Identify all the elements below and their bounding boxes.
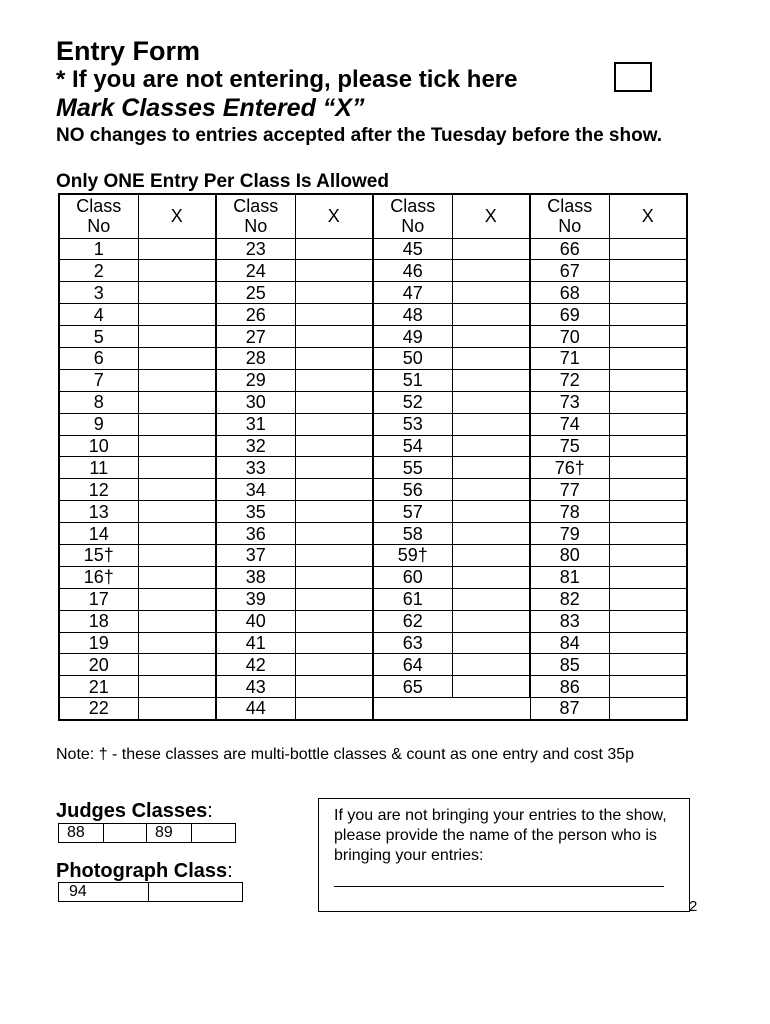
class-number-cell: 8 <box>59 391 138 413</box>
class-mark-cell[interactable] <box>609 479 687 501</box>
class-mark-cell[interactable] <box>138 566 216 588</box>
class-mark-cell[interactable] <box>295 566 373 588</box>
class-mark-cell[interactable] <box>609 698 687 720</box>
class-header-line1: Class <box>547 196 593 217</box>
table-row <box>59 632 687 654</box>
photograph-class-label <box>56 860 233 883</box>
table-row <box>59 501 687 523</box>
class-mark-cell[interactable] <box>452 457 530 479</box>
class-mark-cell[interactable] <box>138 347 216 369</box>
class-number-cell: 22 <box>59 698 138 720</box>
class-number-cell: 77 <box>530 479 609 501</box>
table-row <box>59 676 687 698</box>
class-number-cell: 47 <box>373 282 452 304</box>
class-number-cell: 16† <box>59 566 138 588</box>
class-number-cell: 11 <box>59 457 138 479</box>
entry-table <box>58 193 688 721</box>
class-mark-cell[interactable] <box>295 369 373 391</box>
table-row <box>59 369 687 391</box>
class-number-cell: 25 <box>216 282 295 304</box>
class-number-cell: 87 <box>530 698 609 720</box>
class-number-cell: 70 <box>530 326 609 348</box>
class-mark-cell[interactable] <box>452 391 530 413</box>
class-number-cell: 68 <box>530 282 609 304</box>
class-mark-cell[interactable] <box>138 654 216 676</box>
class-number-cell: 17 <box>59 588 138 610</box>
judges-classes-label <box>56 800 213 823</box>
table-row <box>59 304 687 326</box>
one-entry-rule: Only ONE Entry Per Class Is Allowed <box>56 171 389 192</box>
class-number-cell: 42 <box>216 654 295 676</box>
class-number-cell: 15† <box>59 544 138 566</box>
class-header-line1: Class <box>76 196 122 217</box>
class-number-cell: 86 <box>530 676 609 698</box>
x-header: X <box>295 194 373 238</box>
class-mark-cell[interactable] <box>138 435 216 457</box>
table-header-row <box>59 194 687 238</box>
class-header-line2: No <box>401 216 425 237</box>
class-mark-cell[interactable] <box>295 391 373 413</box>
table-row <box>59 347 687 369</box>
class-mark-cell[interactable] <box>609 632 687 654</box>
class-mark-cell[interactable] <box>452 413 530 435</box>
class-number-cell: 72 <box>530 369 609 391</box>
class-number-cell: 49 <box>373 326 452 348</box>
class-mark-cell[interactable] <box>138 610 216 632</box>
photograph-colon: : <box>227 860 233 882</box>
class-mark-cell[interactable] <box>295 238 373 260</box>
class-mark-cell[interactable] <box>452 347 530 369</box>
judges-class-88-mark[interactable] <box>104 824 147 842</box>
class-mark-cell[interactable] <box>609 457 687 479</box>
class-mark-cell[interactable] <box>609 282 687 304</box>
class-number-cell: 83 <box>530 610 609 632</box>
class-number-cell: 74 <box>530 413 609 435</box>
class-mark-cell[interactable] <box>609 260 687 282</box>
class-number-cell: 6 <box>59 347 138 369</box>
class-header-line2: No <box>87 216 111 237</box>
class-number-cell: 63 <box>373 632 452 654</box>
class-number-cell: 53 <box>373 413 452 435</box>
class-number-cell: 54 <box>373 435 452 457</box>
table-row <box>59 588 687 610</box>
x-header: X <box>138 194 216 238</box>
class-number-cell: 3 <box>59 282 138 304</box>
mark-classes-instruction: Mark Classes Entered “X” <box>56 94 365 122</box>
class-number-cell: 38 <box>216 566 295 588</box>
table-row <box>59 457 687 479</box>
class-number-cell: 30 <box>216 391 295 413</box>
class-header-line1: Class <box>390 196 436 217</box>
class-number-cell: 29 <box>216 369 295 391</box>
class-mark-cell[interactable] <box>138 282 216 304</box>
class-mark-cell[interactable] <box>452 326 530 348</box>
table-row <box>59 260 687 282</box>
class-mark-cell[interactable] <box>609 523 687 545</box>
class-number-cell: 61 <box>373 588 452 610</box>
class-number-cell: 79 <box>530 523 609 545</box>
bringing-entries-text: If you are not bringing your entries to the show, please provide the name of the person who is bringing your entries: <box>334 807 667 864</box>
class-number-cell: 66 <box>530 238 609 260</box>
class-number-cell: 76† <box>530 457 609 479</box>
class-number-cell: 39 <box>216 588 295 610</box>
photograph-class-94: 94 <box>59 883 149 901</box>
class-header-line1: Class <box>233 196 279 217</box>
class-mark-cell[interactable] <box>452 501 530 523</box>
class-mark-cell[interactable] <box>452 523 530 545</box>
class-mark-cell[interactable] <box>295 544 373 566</box>
table-row <box>59 654 687 676</box>
class-mark-cell[interactable] <box>138 698 216 720</box>
class-number-cell: 56 <box>373 479 452 501</box>
class-mark-cell[interactable] <box>452 566 530 588</box>
class-number-cell: 59† <box>373 544 452 566</box>
class-mark-cell[interactable] <box>609 391 687 413</box>
class-mark-cell[interactable] <box>138 544 216 566</box>
class-mark-cell[interactable] <box>295 326 373 348</box>
class-number-cell: 34 <box>216 479 295 501</box>
class-mark-cell[interactable] <box>138 260 216 282</box>
photograph-class-boxes <box>58 882 243 902</box>
x-header: X <box>609 194 687 238</box>
judges-class-88: 88 <box>59 824 104 842</box>
class-mark-cell[interactable] <box>452 282 530 304</box>
class-number-cell: 65 <box>373 676 452 698</box>
class-number-cell: 81 <box>530 566 609 588</box>
class-number-cell: 19 <box>59 632 138 654</box>
class-mark-cell[interactable] <box>609 610 687 632</box>
class-number-cell: 2 <box>59 260 138 282</box>
class-number-cell: 37 <box>216 544 295 566</box>
table-row <box>59 282 687 304</box>
class-number-cell: 7 <box>59 369 138 391</box>
class-mark-cell[interactable] <box>295 676 373 698</box>
class-mark-cell[interactable] <box>295 588 373 610</box>
class-mark-cell[interactable] <box>138 523 216 545</box>
not-entering-instruction: * If you are not entering, please tick here <box>56 66 518 93</box>
class-mark-cell[interactable] <box>295 523 373 545</box>
class-no-header <box>216 194 295 238</box>
class-number-cell: 78 <box>530 501 609 523</box>
class-mark-cell[interactable] <box>452 238 530 260</box>
class-number-cell: 28 <box>216 347 295 369</box>
empty-cell <box>373 698 452 720</box>
judges-classes-label-text: Judges Classes <box>56 800 208 822</box>
class-mark-cell[interactable] <box>609 369 687 391</box>
table-row <box>59 479 687 501</box>
class-mark-cell[interactable] <box>452 304 530 326</box>
class-number-cell: 24 <box>216 260 295 282</box>
class-number-cell: 73 <box>530 391 609 413</box>
class-mark-cell[interactable] <box>138 676 216 698</box>
class-mark-cell[interactable] <box>138 501 216 523</box>
class-mark-cell[interactable] <box>452 632 530 654</box>
class-number-cell: 75 <box>530 435 609 457</box>
class-number-cell: 60 <box>373 566 452 588</box>
class-number-cell: 84 <box>530 632 609 654</box>
class-mark-cell[interactable] <box>138 238 216 260</box>
class-mark-cell[interactable] <box>452 435 530 457</box>
class-number-cell: 36 <box>216 523 295 545</box>
judges-colon: : <box>207 800 213 822</box>
table-row <box>59 698 687 720</box>
table-row <box>59 610 687 632</box>
table-row <box>59 326 687 348</box>
not-entering-checkbox[interactable] <box>614 62 652 92</box>
class-number-cell: 10 <box>59 435 138 457</box>
class-number-cell: 4 <box>59 304 138 326</box>
class-mark-cell[interactable] <box>609 654 687 676</box>
class-mark-cell[interactable] <box>138 457 216 479</box>
table-row <box>59 391 687 413</box>
class-number-cell: 35 <box>216 501 295 523</box>
class-number-cell: 32 <box>216 435 295 457</box>
judges-class-89: 89 <box>147 824 192 842</box>
class-mark-cell[interactable] <box>295 457 373 479</box>
class-mark-cell[interactable] <box>452 479 530 501</box>
class-number-cell: 18 <box>59 610 138 632</box>
class-header-line2: No <box>558 216 582 237</box>
class-number-cell: 85 <box>530 654 609 676</box>
class-number-cell: 71 <box>530 347 609 369</box>
changes-notice: NO changes to entries accepted after the Tuesday before the show. <box>56 125 663 146</box>
class-mark-cell[interactable] <box>452 588 530 610</box>
class-mark-cell[interactable] <box>138 632 216 654</box>
class-number-cell: 23 <box>216 238 295 260</box>
class-mark-cell[interactable] <box>609 566 687 588</box>
class-mark-cell[interactable] <box>295 282 373 304</box>
class-header-line2: No <box>244 216 268 237</box>
class-number-cell: 27 <box>216 326 295 348</box>
class-mark-cell[interactable] <box>295 501 373 523</box>
table-row <box>59 435 687 457</box>
class-mark-cell[interactable] <box>295 654 373 676</box>
class-number-cell: 58 <box>373 523 452 545</box>
class-mark-cell[interactable] <box>452 369 530 391</box>
class-number-cell: 26 <box>216 304 295 326</box>
class-mark-cell[interactable] <box>452 654 530 676</box>
photograph-class-label-text: Photograph Class <box>56 860 228 882</box>
table-row <box>59 523 687 545</box>
class-number-cell: 41 <box>216 632 295 654</box>
class-mark-cell[interactable] <box>609 544 687 566</box>
class-number-cell: 1 <box>59 238 138 260</box>
class-number-cell: 14 <box>59 523 138 545</box>
class-number-cell: 20 <box>59 654 138 676</box>
class-number-cell: 40 <box>216 610 295 632</box>
table-row <box>59 238 687 260</box>
class-mark-cell[interactable] <box>138 479 216 501</box>
class-mark-cell[interactable] <box>295 347 373 369</box>
class-number-cell: 45 <box>373 238 452 260</box>
photograph-class-94-mark[interactable] <box>149 883 242 901</box>
class-mark-cell[interactable] <box>295 632 373 654</box>
class-mark-cell[interactable] <box>138 326 216 348</box>
class-number-cell: 51 <box>373 369 452 391</box>
class-number-cell: 44 <box>216 698 295 720</box>
table-row <box>59 413 687 435</box>
class-mark-cell[interactable] <box>452 544 530 566</box>
empty-cell <box>452 698 530 720</box>
class-number-cell: 80 <box>530 544 609 566</box>
class-mark-cell[interactable] <box>295 435 373 457</box>
class-number-cell: 33 <box>216 457 295 479</box>
class-number-cell: 21 <box>59 676 138 698</box>
bringer-name-field[interactable] <box>334 886 664 887</box>
class-mark-cell[interactable] <box>138 304 216 326</box>
class-number-cell: 50 <box>373 347 452 369</box>
class-number-cell: 43 <box>216 676 295 698</box>
x-header: X <box>452 194 530 238</box>
class-number-cell: 62 <box>373 610 452 632</box>
table-row <box>59 544 687 566</box>
class-mark-cell[interactable] <box>609 304 687 326</box>
class-mark-cell[interactable] <box>138 391 216 413</box>
class-mark-cell[interactable] <box>609 326 687 348</box>
class-number-cell: 64 <box>373 654 452 676</box>
class-number-cell: 55 <box>373 457 452 479</box>
class-number-cell: 57 <box>373 501 452 523</box>
class-no-header <box>59 194 138 238</box>
class-number-cell: 31 <box>216 413 295 435</box>
table-row <box>59 566 687 588</box>
class-mark-cell[interactable] <box>452 610 530 632</box>
class-mark-cell[interactable] <box>452 260 530 282</box>
class-number-cell: 69 <box>530 304 609 326</box>
class-mark-cell[interactable] <box>295 413 373 435</box>
class-mark-cell[interactable] <box>609 238 687 260</box>
class-mark-cell[interactable] <box>295 479 373 501</box>
class-mark-cell[interactable] <box>138 588 216 610</box>
multi-bottle-note: Note: † - these classes are multi-bottle classes & count as one entry and cost 35p <box>56 746 635 763</box>
class-mark-cell[interactable] <box>452 676 530 698</box>
class-mark-cell[interactable] <box>295 260 373 282</box>
class-mark-cell[interactable] <box>609 435 687 457</box>
class-number-cell: 9 <box>59 413 138 435</box>
page-number: 2 <box>689 898 698 915</box>
class-mark-cell[interactable] <box>609 347 687 369</box>
judges-class-89-mark[interactable] <box>192 824 235 842</box>
class-number-cell: 13 <box>59 501 138 523</box>
class-number-cell: 5 <box>59 326 138 348</box>
class-mark-cell[interactable] <box>609 413 687 435</box>
class-mark-cell[interactable] <box>138 413 216 435</box>
class-no-header <box>373 194 452 238</box>
class-no-header <box>530 194 609 238</box>
judges-class-boxes <box>58 823 236 843</box>
class-mark-cell[interactable] <box>295 698 373 720</box>
class-number-cell: 48 <box>373 304 452 326</box>
class-mark-cell[interactable] <box>609 588 687 610</box>
form-title: Entry Form <box>56 36 201 66</box>
class-mark-cell[interactable] <box>138 369 216 391</box>
class-number-cell: 67 <box>530 260 609 282</box>
class-number-cell: 46 <box>373 260 452 282</box>
class-number-cell: 52 <box>373 391 452 413</box>
class-mark-cell[interactable] <box>609 501 687 523</box>
class-number-cell: 12 <box>59 479 138 501</box>
class-mark-cell[interactable] <box>295 610 373 632</box>
class-mark-cell[interactable] <box>295 304 373 326</box>
class-number-cell: 82 <box>530 588 609 610</box>
class-mark-cell[interactable] <box>609 676 687 698</box>
